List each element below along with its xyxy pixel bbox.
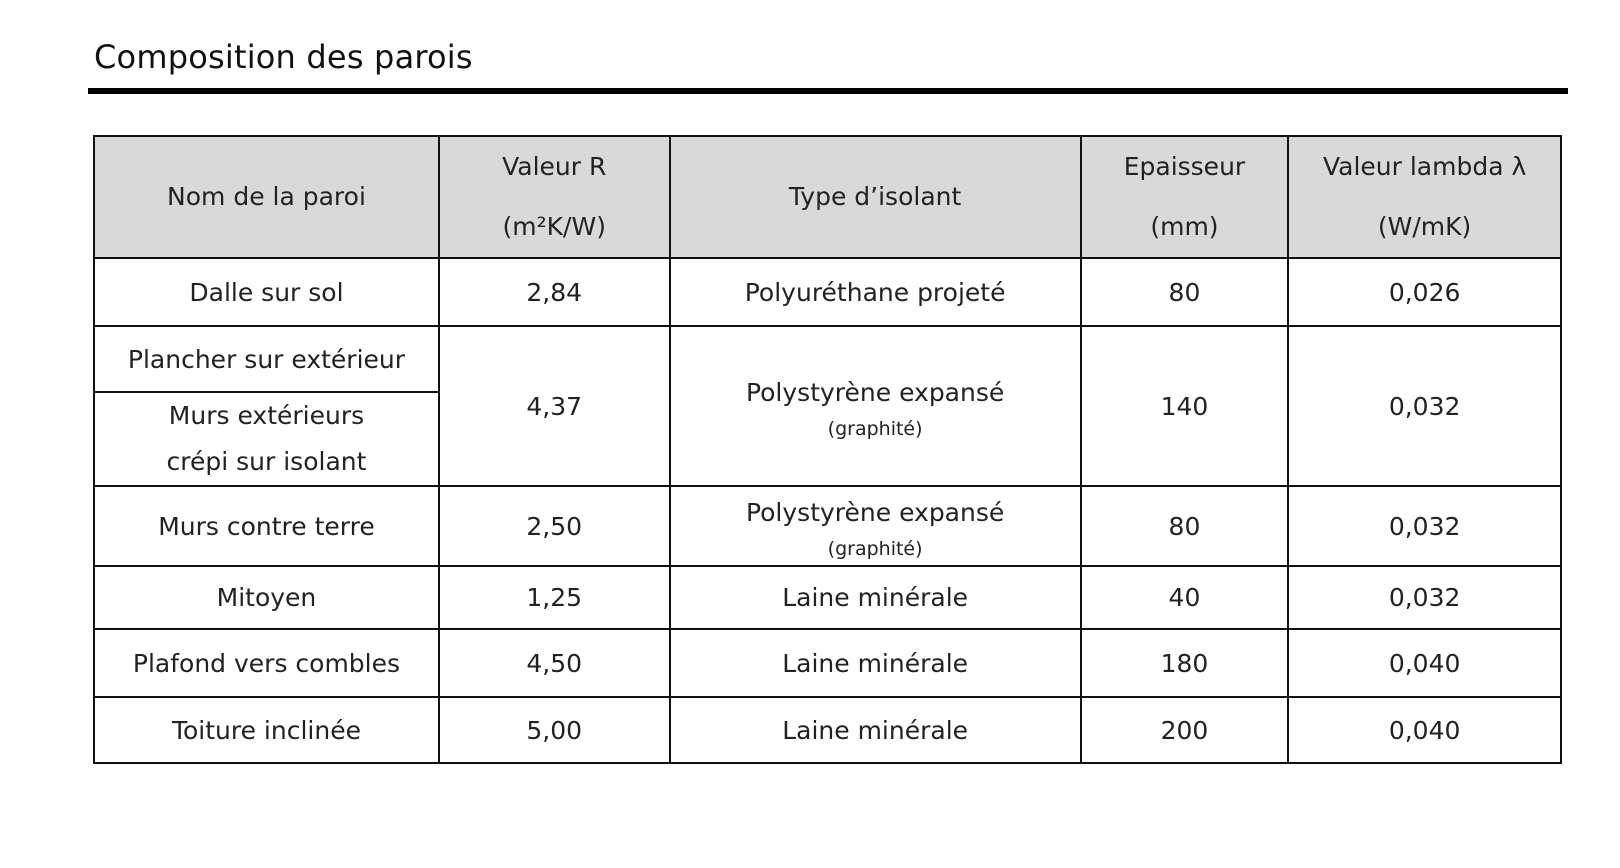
insulation-type-label: Polystyrène expansé bbox=[745, 378, 1005, 407]
insulation-type-note: (graphité) bbox=[827, 418, 923, 440]
header-lambda-unit: (W/mK) bbox=[1377, 212, 1472, 241]
header-row bbox=[94, 136, 1561, 258]
header-r-value-unit: (m²K/W) bbox=[502, 212, 606, 241]
cell-wall-name: Plancher sur extérieur bbox=[94, 326, 439, 392]
cell-lambda: 0,032 bbox=[1288, 566, 1561, 629]
cell-r-value: 2,50 bbox=[439, 486, 670, 566]
header-wall-name-label: Nom de la paroi bbox=[167, 182, 366, 211]
table-row bbox=[94, 566, 1561, 629]
cell-thickness: 200 bbox=[1081, 697, 1289, 763]
header-insulation-type-label: Type d’isolant bbox=[788, 182, 962, 211]
cell-wall-name: Plafond vers combles bbox=[94, 629, 439, 697]
header-thickness-unit: (mm) bbox=[1150, 212, 1219, 241]
cell-thickness: 140 bbox=[1081, 326, 1289, 486]
header-thickness-label: Epaisseur bbox=[1123, 152, 1246, 181]
table-row bbox=[94, 326, 1561, 392]
insulation-type-note: (graphité) bbox=[827, 538, 923, 560]
walls-composition-table bbox=[93, 135, 1562, 764]
cell-lambda: 0,026 bbox=[1288, 258, 1561, 326]
table-row bbox=[94, 486, 1561, 566]
cell-r-value: 4,37 bbox=[439, 326, 670, 486]
cell-insulation-type bbox=[670, 326, 1081, 486]
cell-wall-name: Dalle sur sol bbox=[94, 258, 439, 326]
table-body bbox=[94, 258, 1561, 763]
header-r-value-label: Valeur R bbox=[502, 152, 607, 181]
header-r-value bbox=[439, 136, 670, 258]
cell-insulation-type: Laine minérale bbox=[670, 697, 1081, 763]
cell-r-value: 1,25 bbox=[439, 566, 670, 629]
cell-r-value: 4,50 bbox=[439, 629, 670, 697]
cell-wall-name: Murs contre terre bbox=[94, 486, 439, 566]
table-row bbox=[94, 629, 1561, 697]
wall-name-line-1: Murs extérieurs bbox=[168, 401, 365, 430]
header-insulation-type bbox=[670, 136, 1081, 258]
wall-name-line-2: crépi sur isolant bbox=[166, 447, 367, 476]
header-lambda-label: Valeur lambda λ bbox=[1322, 152, 1527, 181]
cell-wall-name bbox=[94, 392, 439, 486]
table-header bbox=[94, 136, 1561, 258]
page-title: Composition des parois bbox=[94, 38, 473, 76]
cell-insulation-type: Laine minérale bbox=[670, 629, 1081, 697]
cell-insulation-type: Polyuréthane projeté bbox=[670, 258, 1081, 326]
title-underline-divider bbox=[88, 88, 1568, 94]
cell-wall-name: Mitoyen bbox=[94, 566, 439, 629]
header-wall-name bbox=[94, 136, 439, 258]
insulation-type-label: Polystyrène expansé bbox=[745, 498, 1005, 527]
cell-lambda: 0,032 bbox=[1288, 486, 1561, 566]
cell-insulation-type: Laine minérale bbox=[670, 566, 1081, 629]
cell-r-value: 5,00 bbox=[439, 697, 670, 763]
cell-thickness: 40 bbox=[1081, 566, 1289, 629]
table-row bbox=[94, 258, 1561, 326]
cell-thickness: 180 bbox=[1081, 629, 1289, 697]
cell-lambda: 0,032 bbox=[1288, 326, 1561, 486]
header-thickness bbox=[1081, 136, 1289, 258]
cell-insulation-type bbox=[670, 486, 1081, 566]
cell-wall-name: Toiture inclinée bbox=[94, 697, 439, 763]
cell-lambda: 0,040 bbox=[1288, 697, 1561, 763]
header-lambda bbox=[1288, 136, 1561, 258]
table-row bbox=[94, 697, 1561, 763]
cell-thickness: 80 bbox=[1081, 486, 1289, 566]
cell-r-value: 2,84 bbox=[439, 258, 670, 326]
cell-lambda: 0,040 bbox=[1288, 629, 1561, 697]
cell-thickness: 80 bbox=[1081, 258, 1289, 326]
